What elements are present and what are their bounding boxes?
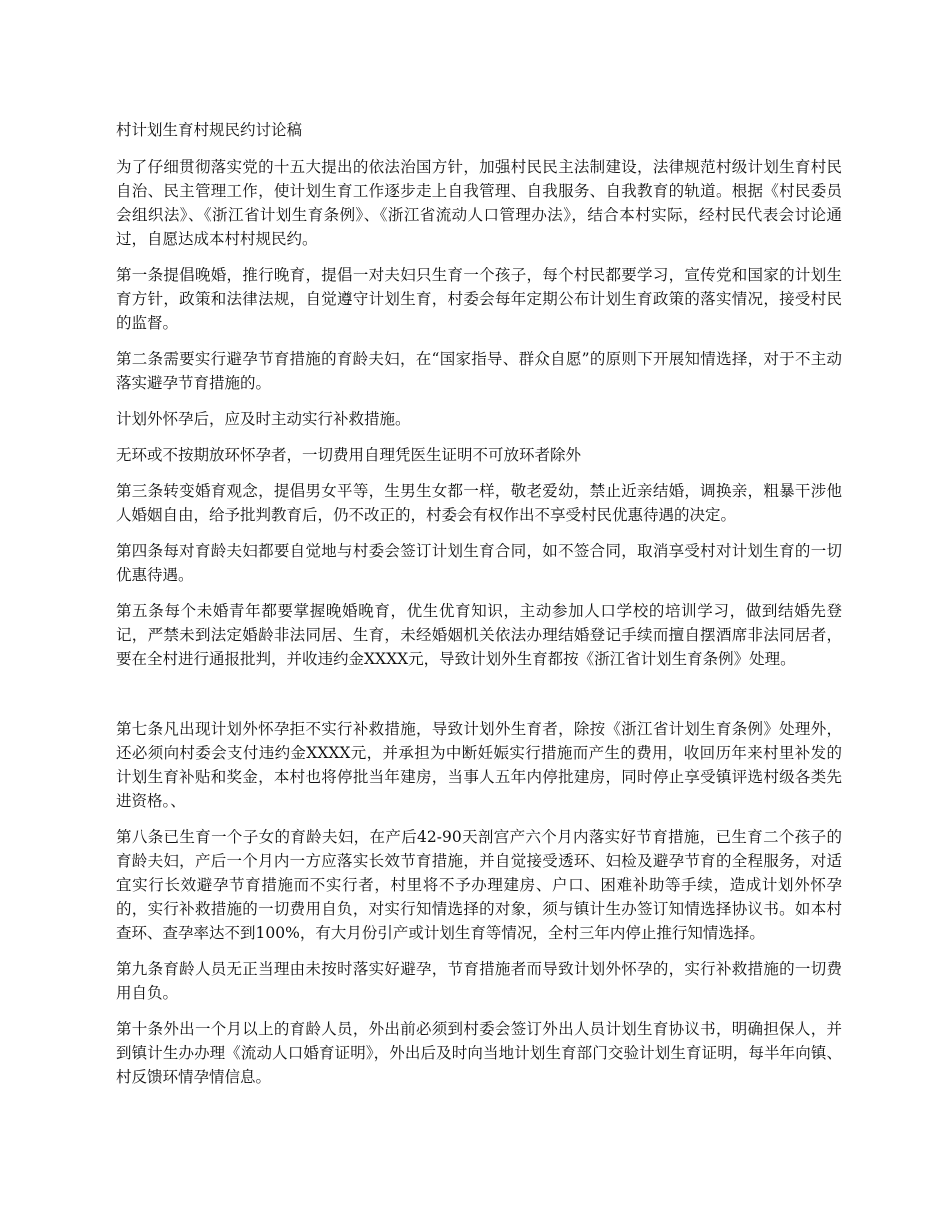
remedial-measures-paragraph: 计划外怀孕后，应及时主动实行补救措施。: [116, 410, 411, 428]
document-page: [116, 118, 842, 1101]
article-5-paragraph: 第五条每个未婚青年都要掌握晚婚晚育，优生优育知识，主动参加人口学校的培训学习，做到结婚先登记，严禁未到法定婚龄非法同居、生育，未经婚姻机关依法办理结婚登记手续而擅自摆酒席非法同居者，要在全村进行通报批判，并收违约金XXXX元，导致计划外生育都按《浙江省计划生育条例》处理。: [116, 602, 842, 668]
article-10-paragraph: 第十条外出一个月以上的育龄人员，外出前必须到村委会签订外出人员计划生育协议书，明确担保人，并到镇计生办办理《流动人口婚育证明》，外出后及时向当地计划生育部门交验计划生育证明，每半年向镇、村反馈环情孕情信息。: [116, 1020, 842, 1086]
article-4-paragraph: 第四条每对育龄夫妇都要自觉地与村委会签订计划生育合同，如不签合同，取消享受村对计划生育的一切优惠待遇。: [116, 542, 842, 584]
blank-gap: [116, 683, 842, 717]
article-9-paragraph: 第九条育龄人员无正当理由未按时落实好避孕，节育措施者而导致计划外怀孕的，实行补救措施的一切费用自负。: [116, 960, 842, 1002]
preamble-paragraph: 为了仔细贯彻落实党的十五大提出的依法治国方针，加强村民民主法制建设，法律规范村级计划生育村民自治、民主管理工作，使计划生育工作逐步走上自我管理、自我服务、自我教育的轨道。根据《村民委员会组织法》、《浙江省计划生育条例》、《浙江省流动人口管理办法》，结合本村实际，经村民代表会讨论通过，自愿达成本村村规民约。: [116, 158, 842, 248]
no-iud-paragraph: 无环或不按期放环怀孕者，一切费用自理凭医生证明不可放环者除外: [116, 446, 582, 464]
article-7-paragraph: 第七条凡出现计划外怀孕拒不实行补救措施，导致计划外生育者，除按《浙江省计划生育条例》处理外，还必须向村委会支付违约金XXXX元，并承担为中断妊娠实行措施而产生的费用，收回历年来村里补发的计划生育补贴和奖金，本村也将停批当年建房，当事人五年内停批建房，同时停止享受镇评选村级各类先进资格。、: [116, 720, 842, 810]
document-title: 村计划生育村规民约讨论稿: [116, 121, 303, 139]
article-2-paragraph: 第二条需要实行避孕节育措施的育龄夫妇，在“国家指导、群众自愿”的原则下开展知情选择，对于不主动落实避孕节育措施的。: [116, 350, 842, 392]
article-3-paragraph: 第三条转变婚育观念，提倡男女平等，生男生女都一样，敬老爱幼，禁止近亲结婚，调换亲，粗暴干涉他人婚姻自由，给予批判教育后，仍不改正的，村委会有权作出不享受村民优惠待遇的决定。: [116, 482, 842, 524]
article-8-paragraph: 第八条已生育一个子女的育龄夫妇，在产后42-90天剖宫产六个月内落实好节育措施，已生育二个孩子的育龄夫妇，产后一个月内一方应落实长效节育措施，并自觉接受透环、妇检及避孕节育的全程服务，对适宜实行长效避孕节育措施而不实行者，村里将不予办理建房、户口、困难补助等手续，造成计划外怀孕的，实行补救措施的一切费用自负，对实行知情选择的对象，须与镇计生办签订知情选择协议书。如本村查环、查孕率达不到100%，有大月份引产或计划生育等情况，全村三年内停止推行知情选择。: [116, 828, 842, 942]
article-1-paragraph: 第一条提倡晚婚，推行晚育，提倡一对夫妇只生育一个孩子，每个村民都要学习，宣传党和国家的计划生育方针，政策和法律法规，自觉遵守计划生育，村委会每年定期公布计划生育政策的落实情况，接受村民的监督。: [116, 266, 842, 332]
